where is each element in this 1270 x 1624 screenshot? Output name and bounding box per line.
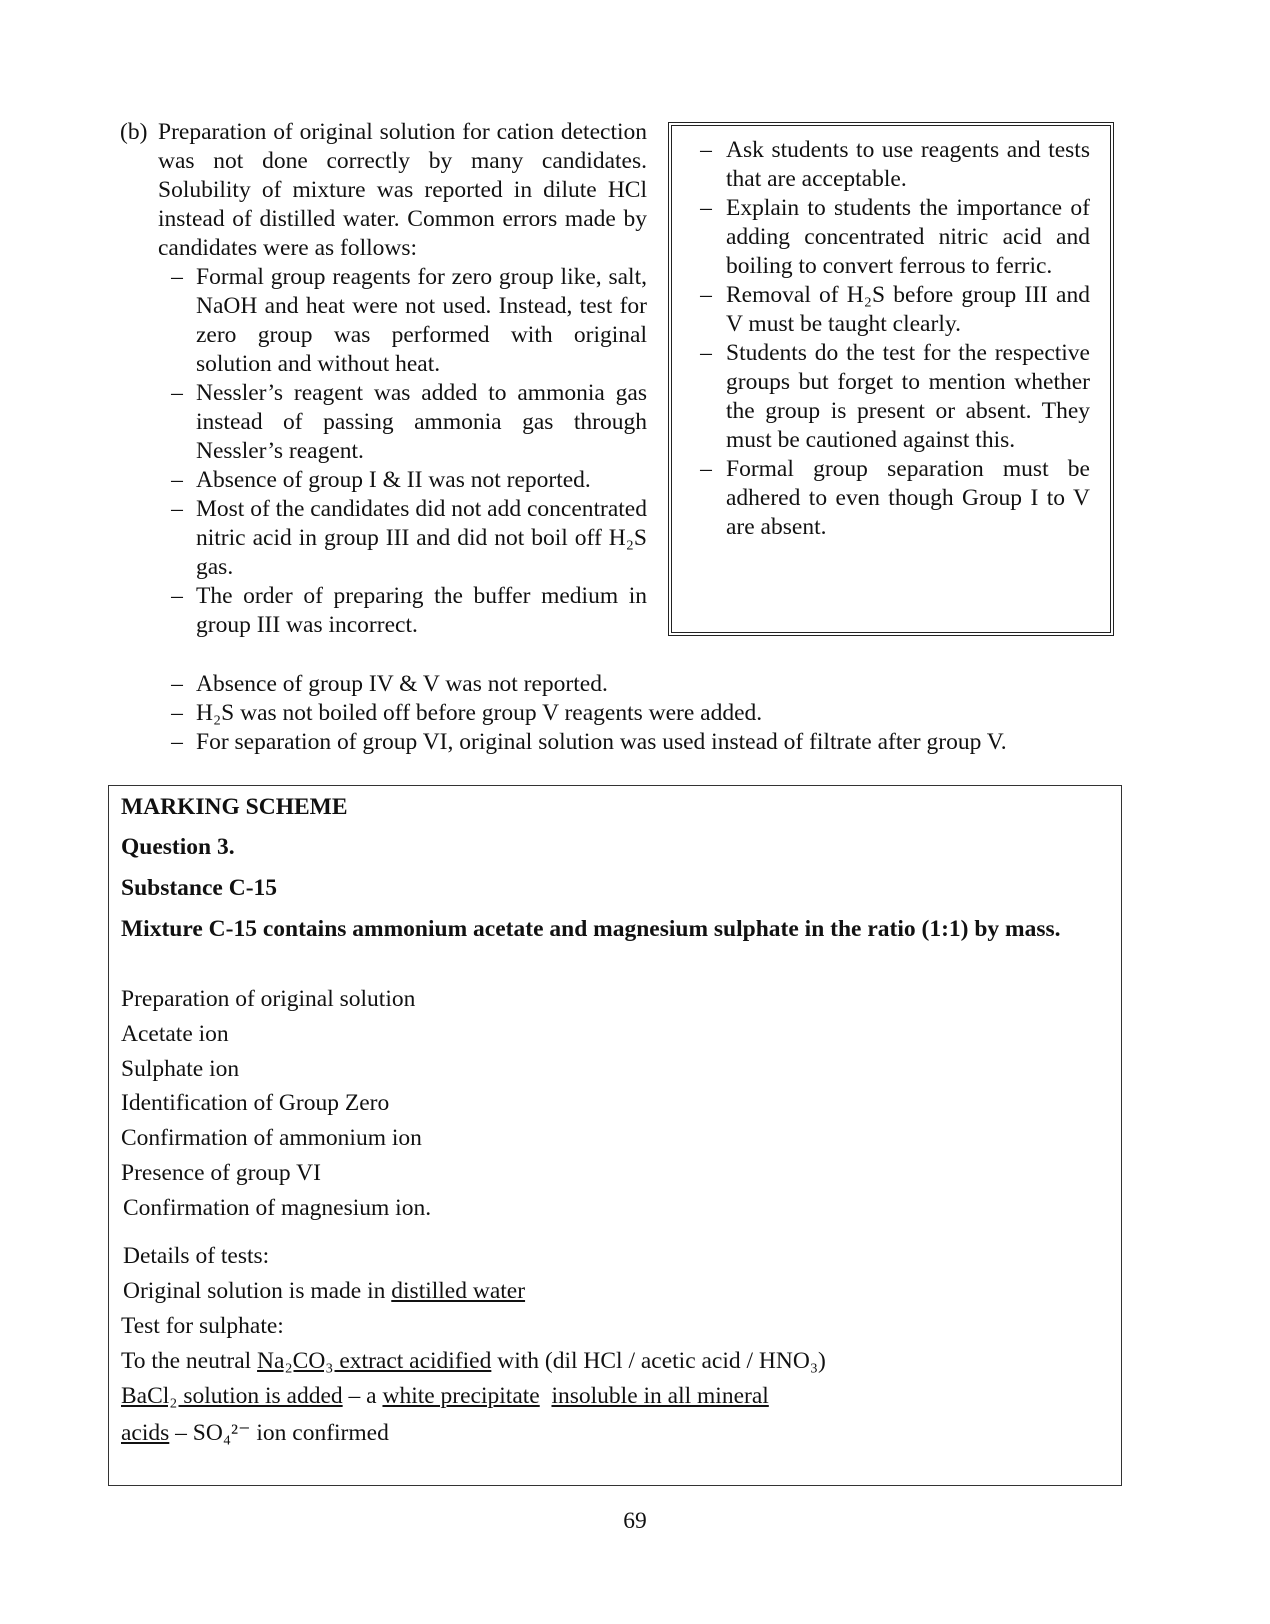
list-item: – The order of preparing the buffer medium in group III was incorrect. [171,583,647,638]
list-item: – Nessler’s reagent was added to ammonia gas instead of passing ammonia gas through Nessler’s reagent. [171,380,647,464]
teacher-suggestions-box [668,122,1114,636]
section-label: (b) [120,119,148,145]
marking-scheme-box [108,785,1122,1486]
details-label: Details of tests: [123,1243,270,1269]
substance-label: Substance C-15 [121,875,278,901]
sulphate-step-2: BaCl₂ solution is added – a white precipitate insoluble in all mineral [121,1383,769,1409]
suggestion-item: – Explain to students the importance of adding concentrated nitric acid and boiling to convert ferrous to ferric. [700,195,1090,279]
scheme-point: Presence of group VI [121,1160,321,1186]
scheme-point: Preparation of original solution [121,986,416,1012]
list-item: – Formal group reagents for zero group like, salt, NaOH and heat were not used. Instead, test for zero group was performed with original solution and without heat. [171,264,647,377]
scheme-point: Sulphate ion [121,1056,240,1082]
question-number: Question 3. [121,834,235,860]
original-solution-line: Original solution is made in distilled water [123,1278,526,1304]
sulphate-test-label: Test for sulphate: [121,1313,284,1339]
suggestion-item: – Ask students to use reagents and tests that are acceptable. [700,137,1090,192]
suggestion-item: – Students do the test for the respective groups but forget to mention whether the group is present or absent. They must be cautioned against this. [700,340,1090,453]
list-item: – Absence of group I & II was not reported. [171,467,591,493]
suggestion-item: – Formal group separation must be adhered to even though Group I to V are absent. [700,456,1090,540]
page-number: 69 [623,1508,647,1534]
error-list [158,263,647,640]
list-item: – H₂S was not boiled off before group V reagents were added. [171,700,763,726]
scheme-point: Confirmation of ammonium ion [121,1125,422,1151]
sulphate-step-1: To the neutral Na₂CO₃ extract acidified with (dil HCl / acetic acid / HNO₃) [121,1348,826,1374]
scheme-point: Identification of Group Zero [121,1090,390,1116]
suggestion-item: – Removal of H₂S before group III and V must be taught clearly. [700,282,1090,337]
mixture-description: Mixture C-15 contains ammonium acetate and magnesium sulphate in the ratio (1:1) by mass. [121,916,1061,942]
error-list-continued [158,670,1118,757]
intro-paragraph: Preparation of original solution for cation detection was not done correctly by many candidates. Solubility of mixture was reported in dilute HCl instead of distilled water. Common errors made by candidates were as follows: [158,119,647,261]
list-item: – Most of the candidates did not add concentrated nitric acid in group III and did not boil off H₂S gas. [171,496,647,580]
scheme-heading: MARKING SCHEME [121,794,348,820]
list-item: – For separation of group VI, original solution was used instead of filtrate after group V. [171,729,1007,755]
scheme-point: Acetate ion [121,1021,229,1047]
list-item: – Absence of group IV & V was not reported. [171,671,608,697]
candidate-errors-section [120,118,647,640]
scheme-point: Confirmation of magnesium ion. [123,1195,432,1221]
sulphate-step-3: acids – SO₄²⁻ ion confirmed [121,1420,389,1446]
